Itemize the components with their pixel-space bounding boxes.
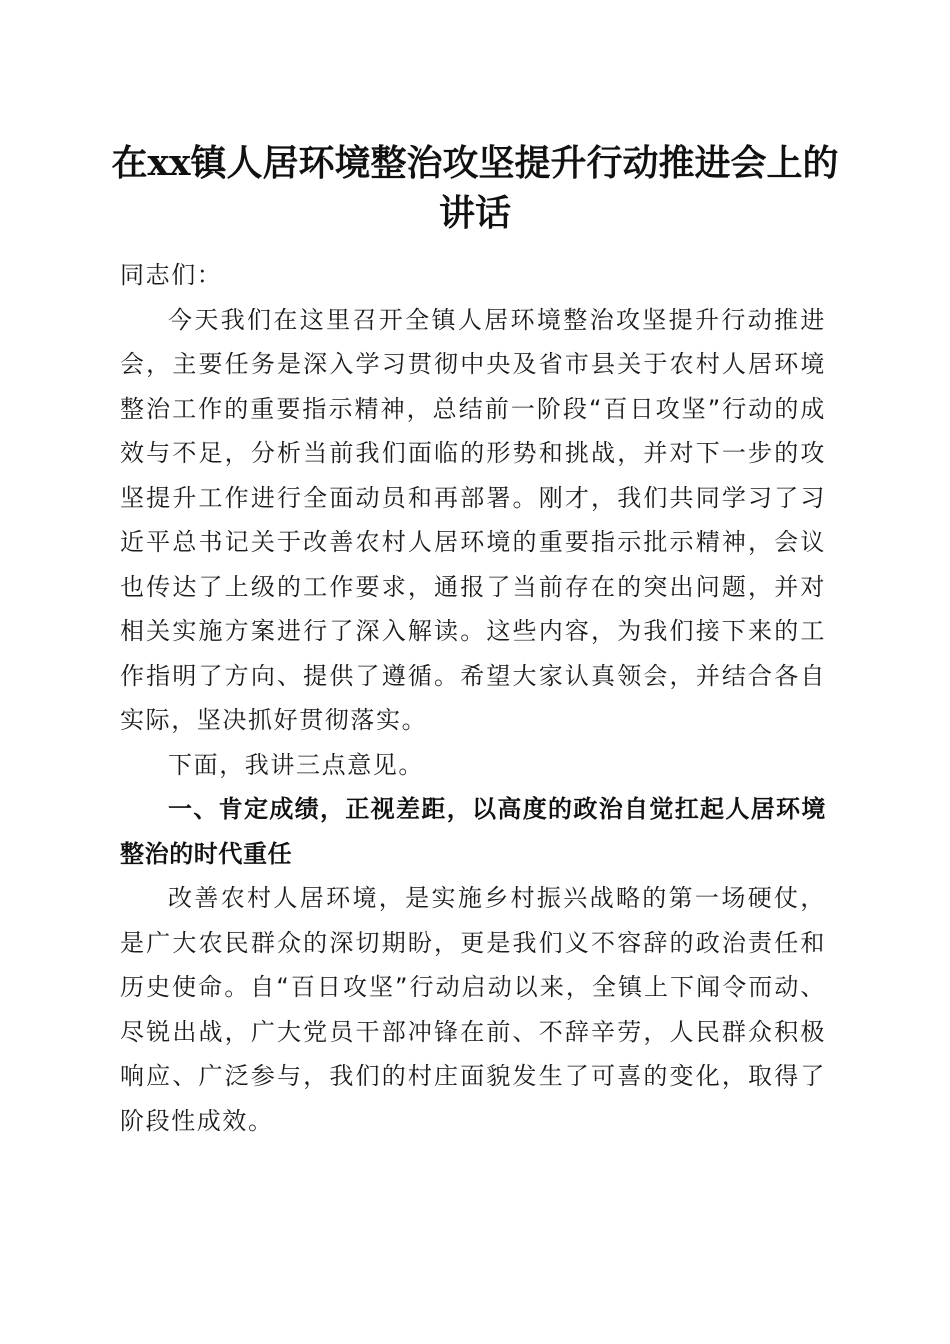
paragraph-section-1: 改善农村人居环境，是实施乡村振兴战略的第一场硬仗，是广大农民群众的深切期盼，更是我们义不容辞的政治责任和历史使命。自“百日攻坚”行动启动以来，全镇上下闻令而动、尽锐出战，广大党员干部冲锋在前、不辞辛劳，人民群众积极响应、广泛参与，我们的村庄面貌发生了可喜的变化，取得了阶段性成效。 [120, 884, 826, 1135]
document-title: 在xx镇人居环境整治攻坚提升行动推进会上的讲话 [111, 142, 839, 234]
paragraph-opening: 今天我们在这里召开全镇人居环境整治攻坚提升行动推进会，主要任务是深入学习贯彻中央及省市县关于农村人居环境整治工作的重要指示精神，总结前一阶段“百日攻坚”行动的成效与不足，分析当前我们面临的形势和挑战，并对下一步的攻坚提升工作进行全面动员和再部署。刚才，我们共同学习了习近平总书记关于改善农村人居环境的重要指示批示精神，会议也传达了上级的工作要求，通报了当前存在的突出问题，并对相关实施方案进行了深入解读。这些内容，为我们接下来的工作指明了方向、提供了遵循。希望大家认真领会，并结合各自实际，坚决抓好贯彻落实。 [120, 305, 826, 734]
document-body [120, 253, 826, 1143]
section-heading-1: 一、肯定成绩，正视差距，以高度的政治自觉扛起人居环境整治的时代重任 [120, 795, 826, 868]
salutation: 同志们： [120, 261, 223, 289]
paragraph-outline: 下面，我讲三点意见。 [168, 750, 424, 779]
